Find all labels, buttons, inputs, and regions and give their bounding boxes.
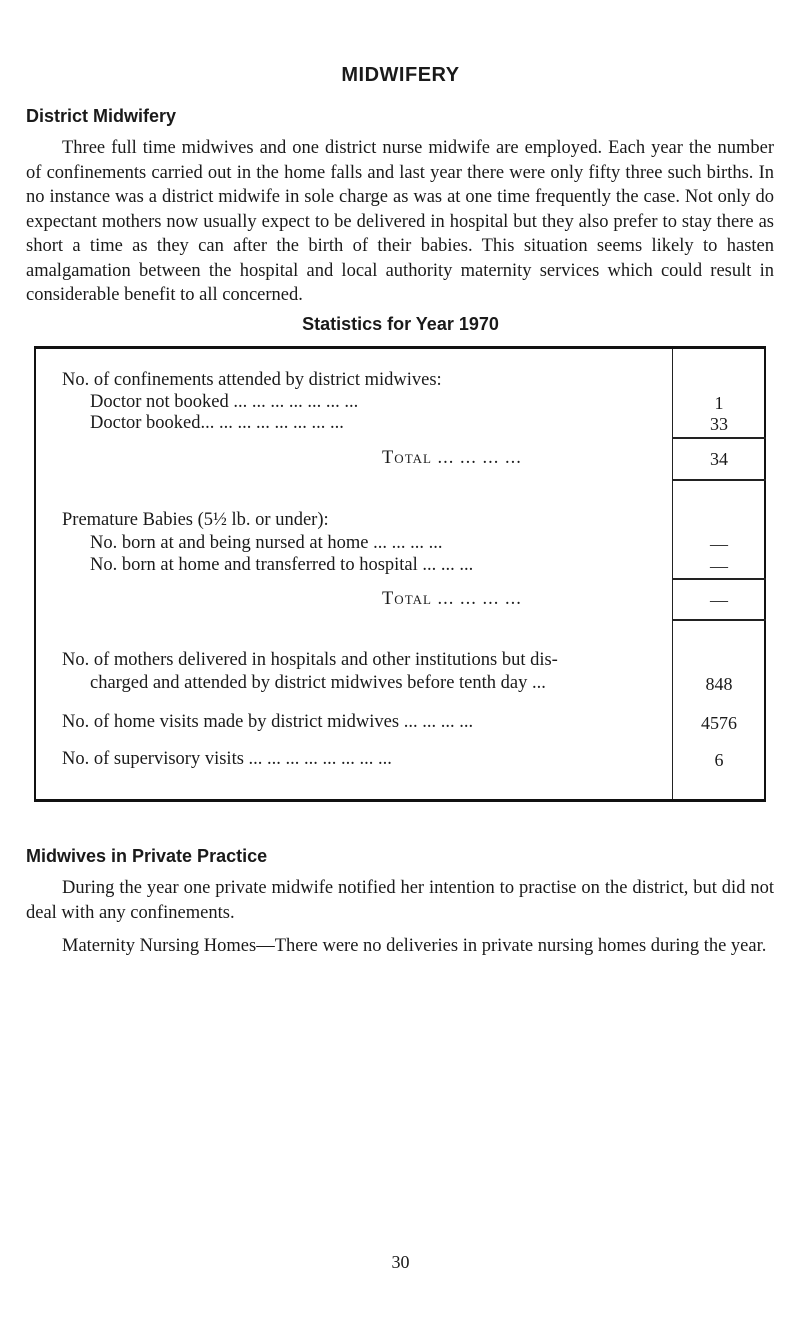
- born-transferred-value: —: [710, 556, 728, 576]
- mothers-delivered-line-2: charged and attended by district midwives before tenth day ...: [90, 673, 546, 693]
- total-confinements-label: Total ... ... ... ...: [382, 448, 522, 468]
- total-rule-1-bottom: [672, 479, 766, 481]
- page-title: MIDWIFERY: [341, 64, 460, 86]
- born-home-label: No. born at and being nursed at home ... ... ... ...: [90, 533, 443, 553]
- statistics-title: Statistics for Year 1970: [302, 314, 499, 334]
- confinements-heading: No. of confinements attended by district midwives:: [62, 370, 442, 390]
- premature-heading: Premature Babies (5½ lb. or under):: [62, 510, 329, 530]
- total-rule-1-top: [672, 437, 766, 439]
- district-midwifery-paragraph: Three full time midwives and one district nurse midwife are employed. Each year the number of confinements carried out in the home falls and last year there were only fifty three such births. In no instance was a district midwife in sole charge as was at one time frequently the case. Not only do expectant mothers now usually expect to be delivered in hospital but they also prefer to stay there as short a time as they can after the birth of their babies. This situation seems likely to hasten amalgamation between the hospital and local authority maternity services which could result in considerable benefit to all concerned.: [26, 138, 774, 305]
- doctor-booked-label: Doctor booked... ... ... ... ... ... ... ...: [90, 413, 344, 433]
- supervisory-visits-label: No. of supervisory visits ... ... ... ... ... ... ... ...: [62, 749, 392, 769]
- doctor-not-booked-label: Doctor not booked ... ... ... ... ... ... ...: [90, 392, 359, 412]
- total-premature-value: —: [710, 590, 728, 610]
- private-practice-paragraph-1: During the year one private midwife notified her intention to practise on the district, but did not deal with any confinements.: [26, 878, 774, 923]
- born-home-value: —: [710, 534, 728, 554]
- total-confinements-value: 34: [710, 449, 728, 469]
- mothers-delivered-value: 848: [705, 674, 733, 694]
- home-visits-value: 4576: [701, 713, 737, 733]
- born-transferred-label: No. born at home and transferred to hospital ... ... ...: [90, 555, 474, 575]
- total-premature-label: Total ... ... ... ...: [382, 589, 522, 609]
- home-visits-label: No. of home visits made by district midwives ... ... ... ...: [62, 712, 474, 732]
- total-rule-2-bottom: [672, 619, 766, 621]
- doctor-not-booked-value: 1: [714, 393, 724, 413]
- section-heading-private-practice: Midwives in Private Practice: [26, 846, 268, 866]
- doctor-booked-value: 33: [710, 414, 728, 434]
- private-practice-paragraph-2: Maternity Nursing Homes—There were no deliveries in private nursing homes during the year.: [62, 936, 767, 956]
- supervisory-visits-value: 6: [714, 750, 724, 770]
- mothers-delivered-line-1: No. of mothers delivered in hospitals and other institutions but dis-: [62, 650, 558, 670]
- section-heading-district-midwifery: District Midwifery: [26, 106, 177, 126]
- page-number: 30: [391, 1252, 410, 1272]
- total-rule-2-top: [672, 578, 766, 580]
